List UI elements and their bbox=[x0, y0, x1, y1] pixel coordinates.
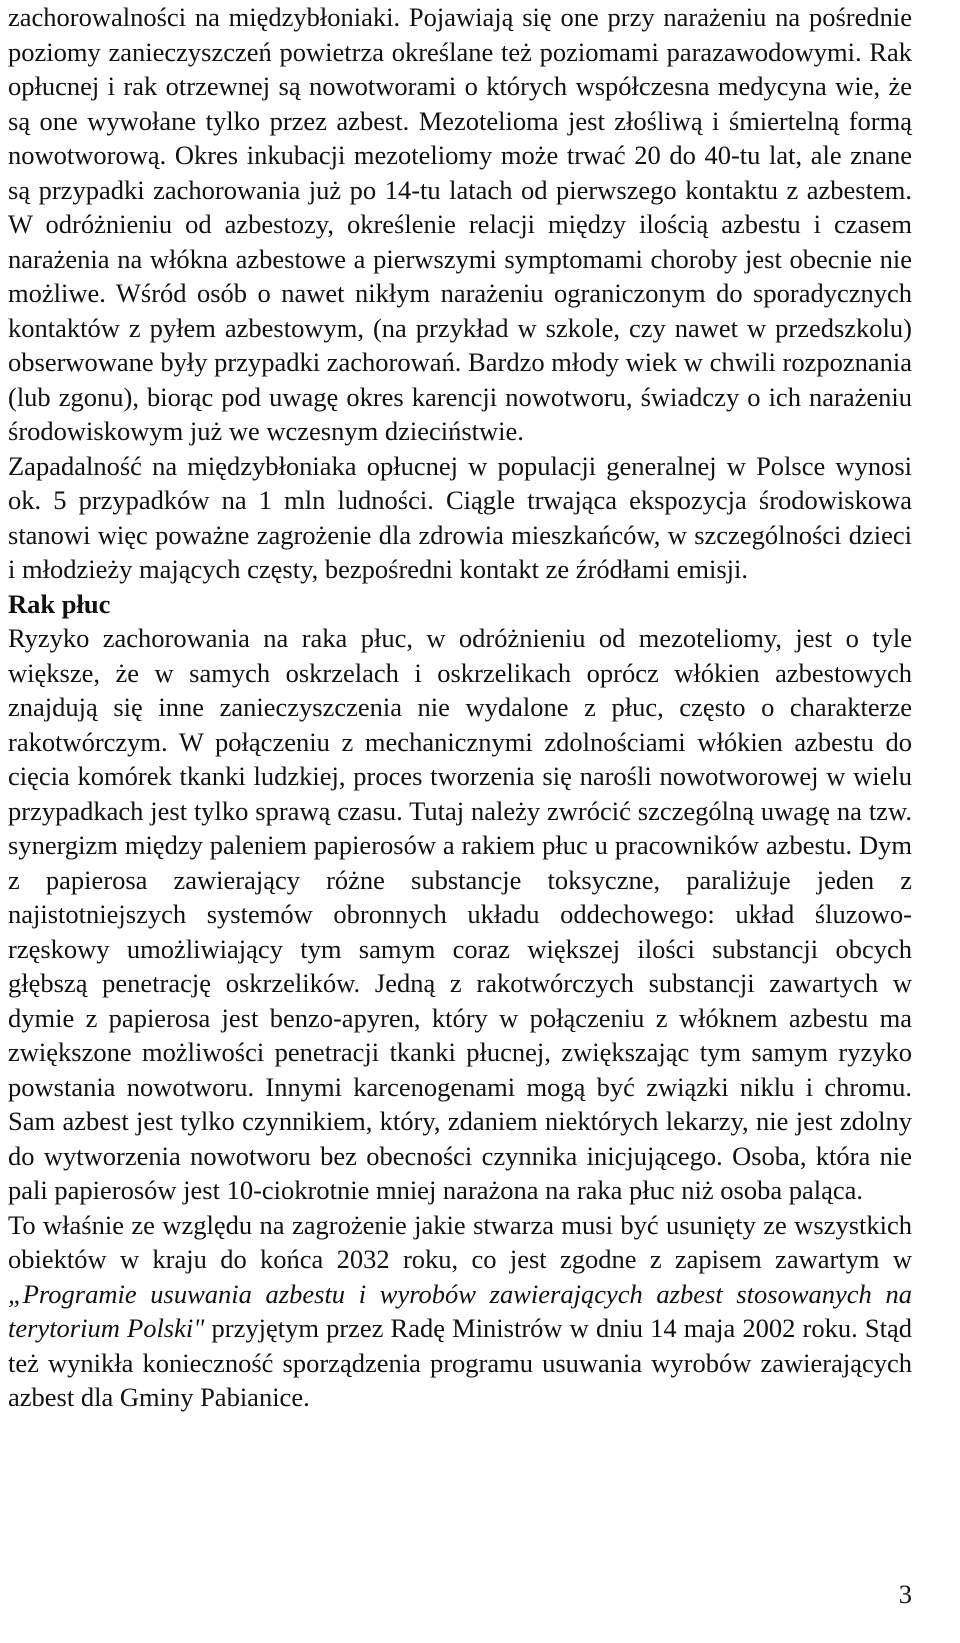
paragraph-removal-text-before: To właśnie ze względu na zagrożenie jakie stwarza musi być usunięty ze wszystkich obiektów w kraju do końca 2032 roku, co jest zgodne z zapisem zawartym w bbox=[8, 1209, 912, 1274]
document-page bbox=[8, 0, 912, 1415]
page-number: 3 bbox=[898, 1579, 912, 1609]
paragraph-lung-cancer: Ryzyko zachorowania na raka płuc, w odróżnieniu od mezoteliomy, jest o tyle większe, że w samych oskrzelach i oskrzelikach oprócz włókien azbestowych znajdują się inne zanieczyszczenia nie wydalone z płuc, często o charakterze rakotwórczym. W połączeniu z mechanicznymi zdolnościami włókien azbestu do cięcia komórek tkanki ludzkiej, proces tworzenia się narośli nowotworowej w wielu przypadkach jest tylko sprawą czasu. Tutaj należy zwrócić szczególną uwagę na tzw. synergizm między paleniem papierosów a rakiem płuc u pracowników azbestu. Dym z papierosa zawierający różne substancje toksyczne, paraliżuje jeden z najistotniejszych systemów obronnych układu oddechowego: układ śluzowo-rzęskowy umożliwiający tym samym coraz większej ilości substancji obcych głębszą penetrację oskrzelików. Jedną z rakotwórczych substancji zawartych w dymie z papierosa jest benzo-apyren, który w połączeniu z włóknem azbestu ma zwiększone możliwości penetracji tkanki płucnej, zwiększając tym samym ryzyko powstania nowotworu. Innymi karcenogenami mogą być związki niklu i chromu. Sam azbest jest tylko czynnikiem, który, zdaniem niektórych lekarzy, nie jest zdolny do wytworzenia nowotworu bez obecności czynnika inicjującego. Osoba, która nie pali papierosów jest 10-ciokrotnie mniej narażona na raka płuc niż osoba paląca. bbox=[8, 623, 912, 1205]
paragraph-removal-text-after: przyjętym przez Radę Ministrów w dniu 14 maja 2002 roku. Stąd też wynikła konieczność sporządzenia programu usuwania wyrobów zawierających azbest dla Gminy Pabianice. bbox=[8, 1313, 912, 1412]
paragraph-mesothelioma: zachorowalności na międzybłoniaki. Pojawiają się one przy narażeniu na pośrednie poziomy zanieczyszczeń powietrza określane też poziomami parazawodowymi. Rak opłucnej i rak otrzewnej są nowotworami o których współczesna medycyna wie, że są one wywołane tylko przez azbest. Mezotelioma jest złośliwą i śmiertelną formą nowotworową. Okres inkubacji mezoteliomy może trwać 20 do 40-tu lat, ale znane są przypadki zachorowania już po 14-tu latach od pierwszego kontaktu z azbestem. W odróżnieniu od azbestozy, określenie relacji między ilością azbestu i czasem narażenia na włókna azbestowe a pierwszymi symptomami choroby jest obecnie nie możliwe. Wśród osób o nawet nikłym narażeniu ograniczonym do sporadycznych kontaktów z pyłem azbestowym, (na przykład w szkole, czy nawet w przedszkolu) obserwowane były przypadki zachorowań. Bardzo młody wiek w chwili rozpoznania (lub zgonu), biorąc pod uwagę okres karencji nowotworu, świadczy o ich narażeniu środowiskowym już we wczesnym dzieciństwie. bbox=[8, 2, 912, 446]
paragraph-incidence: Zapadalność na międzybłoniaka opłucnej w populacji generalnej w Polsce wynosi ok. 5 przypadków na 1 mln ludności. Ciągle trwająca ekspozycja środowiskowa stanowi więc poważne zagrożenie dla zdrowia mieszkańców, w szczególności dzieci i młodzieży mających częsty, bezpośredni kontakt ze źródłami emisji. bbox=[8, 450, 912, 584]
paragraph-removal-program bbox=[8, 1208, 912, 1415]
section-heading-lung-cancer: Rak płuc bbox=[8, 588, 111, 619]
program-title-italic: „Programie usuwania azbestu i wyrobów zawierających azbest stosowanych na terytorium Polski" bbox=[8, 1278, 912, 1343]
